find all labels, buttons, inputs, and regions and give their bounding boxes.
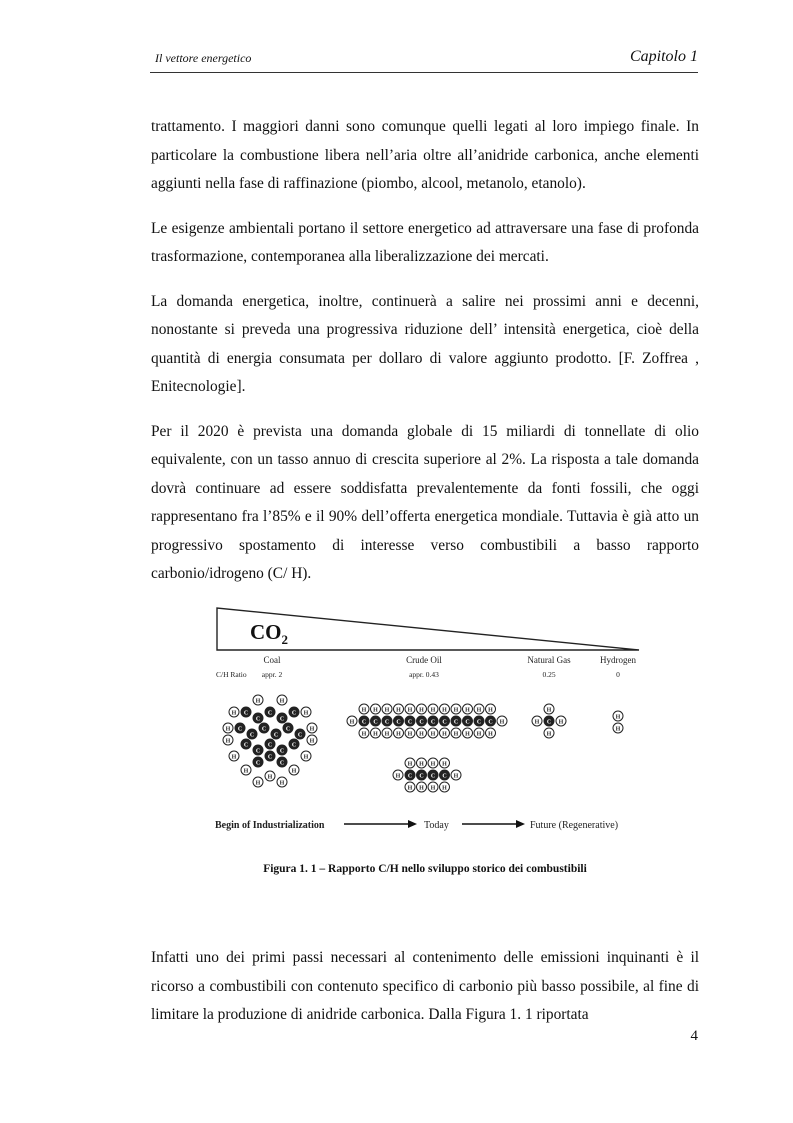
hydrogen-atom [474, 704, 484, 714]
svg-text:H: H [303, 754, 309, 761]
svg-text:C: C [291, 742, 297, 749]
svg-text:H: H [442, 707, 447, 714]
carbon-atom [277, 757, 287, 767]
svg-text:H: H [396, 707, 401, 714]
hydrogen-atom [405, 704, 415, 714]
carbon-atom [259, 723, 269, 733]
hydrogen-atom [532, 716, 542, 726]
svg-text:H: H [546, 707, 552, 714]
hydrogen-atom [428, 758, 438, 768]
hydrogen-atom [405, 728, 415, 738]
svg-text:H: H [361, 707, 367, 714]
carbon-atom [371, 716, 381, 726]
carbon-atom [241, 739, 251, 749]
svg-text:C: C [396, 719, 401, 726]
svg-text:C: C [279, 716, 285, 723]
hydrogen-atom [613, 711, 623, 721]
carbon-atom [283, 723, 293, 733]
paragraph-4: Per il 2020 è prevista una domanda globale di 15 miliardi di tonnellate di olio equivalente, con un tasso annuo di crescita superiore al 2%. La risposta a tale domanda dovrà continuare ad essere soddisfatta prevalentemente da fonti fossili, che oggi rappresentano fra l’85% e il 90% dell’offerta energetica mondiale. Tuttavia è già atto un progressivo spostamento di interesse verso combustibili a basso rapporto carbonio/idrogeno (C/ H). [151, 422, 699, 582]
svg-text:H: H [488, 731, 493, 738]
header-rule [150, 72, 698, 73]
carbon-atom [394, 716, 404, 726]
hydrogen-atom [307, 723, 317, 733]
carbon-atom [265, 751, 275, 761]
hydrogen-atom [359, 728, 369, 738]
svg-text:H: H [430, 731, 436, 738]
svg-text:H: H [615, 714, 621, 721]
hydrogen-atom [440, 758, 450, 768]
svg-text:C: C [419, 773, 424, 780]
fuel-gas-name: Natural Gas [527, 655, 571, 665]
svg-text:H: H [279, 698, 285, 705]
carbon-atom [486, 716, 496, 726]
hydrogen-atom [428, 728, 438, 738]
svg-text:C: C [297, 732, 303, 739]
hydrogen-atom [347, 716, 357, 726]
carbon-atom [359, 716, 369, 726]
carbon-atom [428, 716, 438, 726]
carbon-atom [265, 707, 275, 717]
hydrogen-atom [393, 770, 403, 780]
svg-text:C: C [237, 726, 243, 733]
hydrogen-atom [371, 704, 381, 714]
svg-text:H: H [225, 726, 231, 733]
svg-text:H: H [384, 731, 390, 738]
svg-text:H: H [255, 698, 261, 705]
hydrogen-atom [417, 704, 427, 714]
svg-text:H: H [361, 731, 367, 738]
svg-text:H: H [465, 707, 470, 714]
paragraph-1: trattamento. I maggiori danni sono comunque quelli legati al loro impiego finale. In particolare la combustione libera nell’aria oltre all’anidride carbonica, anche elementi aggiunti nella fase di raffinazione (piombo, alcool, metanolo, etanolo). [151, 118, 699, 192]
svg-text:H: H [225, 738, 231, 745]
carbon-atom [277, 745, 287, 755]
hydrogen-atom [417, 728, 427, 738]
hydrogen-atom [428, 782, 438, 792]
hydrogen-atom [556, 716, 566, 726]
running-header-chapter: Capitolo 1 [629, 48, 698, 65]
hydrogen-atom [428, 704, 438, 714]
co2-label: $CO_2$ [250, 620, 288, 647]
svg-text:H: H [231, 754, 237, 761]
svg-text:H: H [231, 710, 237, 717]
hydrogen-atom [359, 704, 369, 714]
svg-text:C: C [442, 773, 447, 780]
paragraph-3: La domanda energetica, inoltre, continuerà a salire nei prossimi anni e decenni, nonostante si preveda una progressiva riduzione dell’ intensità energetica, cioè della quantità di energia consumata per dollaro di valore aggiunto prodotto. [F. Zoffrea , Enitecnologie]. [151, 292, 699, 395]
svg-text:H: H [309, 738, 315, 745]
carbon-atom [271, 729, 281, 739]
fuel-hydrogen-ratio: 0 [616, 670, 620, 679]
hydrogen-atom [229, 751, 239, 761]
hydrogen-atom [486, 704, 496, 714]
carbon-atom [451, 716, 461, 726]
svg-text:H: H [488, 707, 493, 714]
svg-text:H: H [453, 707, 459, 714]
svg-text:C: C [407, 773, 413, 780]
hydrogen-atom [440, 728, 450, 738]
svg-text:C: C [285, 726, 291, 733]
hydrogen-atom [223, 723, 233, 733]
svg-text:C: C [267, 754, 273, 761]
hydrogen-atom [451, 704, 461, 714]
hydrogen-atom [265, 771, 275, 781]
svg-text:C: C [419, 719, 424, 726]
ratio-row-label: C/H Ratio [216, 670, 247, 679]
molecule-diagrams [223, 695, 623, 792]
hydrogen-atom [440, 782, 450, 792]
carbon-atom [253, 745, 263, 755]
carbon-atom [405, 770, 415, 780]
svg-text:H: H [546, 731, 552, 738]
svg-text:C: C [255, 716, 261, 723]
hydrogen-atom [405, 758, 415, 768]
svg-text:C: C [488, 719, 493, 726]
svg-text:H: H [442, 731, 447, 738]
carbon-atom [405, 716, 415, 726]
svg-text:H: H [453, 773, 459, 780]
hydrogen-atom [301, 751, 311, 761]
svg-text:C: C [273, 732, 279, 739]
carbon-atom [417, 770, 427, 780]
hydrogen-atom [289, 765, 299, 775]
hydrogen-atom [613, 723, 623, 733]
carbon-atom [253, 757, 263, 767]
hydrogen-atom [382, 704, 392, 714]
svg-text:H: H [396, 731, 401, 738]
fuel-oil-name: Crude Oil [406, 655, 442, 665]
timeline-arrowhead-1 [408, 820, 417, 828]
svg-text:H: H [430, 761, 436, 768]
svg-text:H: H [430, 785, 436, 792]
hydrogen-atom [277, 777, 287, 787]
svg-text:C: C [279, 748, 285, 755]
running-header-section: Il vettore energetico [155, 51, 252, 65]
svg-text:C: C [430, 773, 436, 780]
svg-text:C: C [261, 726, 267, 733]
hydrogen-atom [451, 728, 461, 738]
svg-text:H: H [291, 768, 297, 775]
fuel-gas-ratio: 0.25 [542, 670, 556, 679]
svg-text:H: H [243, 768, 249, 775]
svg-text:H: H [442, 785, 447, 792]
paragraph-5: Infatti uno dei primi passi necessari al contenimento delle emissioni inquinanti è il ricorso a combustibili con contenuto specifico di carbonio più basso possibile, al fine di limitare la produzione di anidride carbonica. Dalla Figura 1. 1 riportata [151, 949, 699, 1023]
carbon-atom [440, 770, 450, 780]
svg-text:H: H [615, 726, 621, 733]
hydrogen-atom [371, 728, 381, 738]
hydrogen-atom [486, 728, 496, 738]
svg-text:H: H [476, 731, 482, 738]
closing-text [151, 944, 699, 1030]
carbon-atom [241, 707, 251, 717]
timeline-middle: Today [424, 820, 449, 831]
svg-text:H: H [407, 707, 413, 714]
svg-text:H: H [349, 719, 355, 726]
svg-text:C: C [373, 719, 378, 726]
svg-text:C: C [255, 748, 261, 755]
svg-text:C: C [249, 732, 255, 739]
hydrogen-atom [277, 695, 287, 705]
hydrogen-atom [463, 728, 473, 738]
svg-text:H: H [384, 707, 390, 714]
hydrogen-atom [307, 735, 317, 745]
body-text [151, 113, 699, 605]
svg-text:H: H [407, 761, 413, 768]
hydrogen-atom [417, 758, 427, 768]
svg-text:C: C [267, 710, 273, 717]
carbon-atom [235, 723, 245, 733]
timeline-arrowhead-2 [516, 820, 525, 828]
svg-text:H: H [407, 785, 413, 792]
carbon-atom [247, 729, 257, 739]
carbon-atom [428, 770, 438, 780]
svg-text:H: H [430, 707, 436, 714]
timeline-start: Begin of Industrialization [215, 820, 325, 831]
co2-subscript: 2 [281, 632, 288, 647]
hydrogen-atom [440, 704, 450, 714]
hydrogen-atom [223, 735, 233, 745]
svg-text:H: H [373, 731, 378, 738]
svg-text:H: H [442, 761, 447, 768]
carbon-atom [295, 729, 305, 739]
hydrogen-atom [301, 707, 311, 717]
hydrogen-atom [474, 728, 484, 738]
hydrogen-atom [451, 770, 461, 780]
svg-text:H: H [419, 785, 424, 792]
svg-text:C: C [442, 719, 447, 726]
carbon-atom [289, 707, 299, 717]
svg-text:C: C [279, 760, 285, 767]
svg-text:H: H [267, 774, 273, 781]
carbon-atom [417, 716, 427, 726]
svg-text:H: H [395, 773, 401, 780]
hydrogen-atom [241, 765, 251, 775]
svg-text:C: C [476, 719, 482, 726]
svg-text:C: C [465, 719, 470, 726]
carbon-atom [265, 739, 275, 749]
carbon-atom [382, 716, 392, 726]
figure-caption: Figura 1. 1 – Rapporto C/H nello sviluppo storico dei combustibili [263, 863, 587, 875]
hydrogen-atom [394, 728, 404, 738]
carbon-atom [440, 716, 450, 726]
svg-text:C: C [453, 719, 459, 726]
svg-text:C: C [407, 719, 413, 726]
svg-text:C: C [243, 710, 249, 717]
hydrogen-atom [544, 728, 554, 738]
svg-text:H: H [534, 719, 540, 726]
svg-text:H: H [373, 707, 378, 714]
fuel-coal-ratio: appr. 2 [261, 670, 283, 679]
hydrogen-atom [405, 782, 415, 792]
carbon-atom [253, 713, 263, 723]
fuel-coal-name: Coal [263, 655, 281, 665]
hydrogen-atom [463, 704, 473, 714]
svg-text:H: H [476, 707, 482, 714]
page-number: 4 [690, 1028, 698, 1044]
figure-ch-ratio [212, 606, 644, 838]
svg-text:C: C [546, 719, 552, 726]
carbon-atom [277, 713, 287, 723]
hydrogen-atom [382, 728, 392, 738]
svg-text:H: H [499, 719, 505, 726]
svg-text:H: H [419, 761, 424, 768]
svg-text:H: H [453, 731, 459, 738]
svg-text:H: H [303, 710, 309, 717]
svg-text:C: C [384, 719, 390, 726]
hydrogen-atom [229, 707, 239, 717]
carbon-atom [544, 716, 554, 726]
fuel-hydrogen-name: Hydrogen [600, 655, 636, 665]
carbon-atom [289, 739, 299, 749]
svg-text:H: H [407, 731, 413, 738]
fuel-oil-ratio: appr. 0.43 [409, 670, 439, 679]
hydrogen-atom [497, 716, 507, 726]
svg-text:C: C [430, 719, 436, 726]
paragraph-2: Le esigenze ambientali portano il settore energetico ad attraversare una fase di profonda trasformazione, contemporanea alla liberalizzazione dei mercati. [151, 219, 699, 265]
svg-text:C: C [291, 710, 297, 717]
svg-text:C: C [361, 719, 367, 726]
svg-text:H: H [309, 726, 315, 733]
svg-text:H: H [558, 719, 564, 726]
svg-text:C: C [267, 742, 273, 749]
hydrogen-atom [417, 782, 427, 792]
hydrogen-atom [253, 695, 263, 705]
hydrogen-atom [253, 777, 263, 787]
svg-text:C: C [255, 760, 261, 767]
hydrogen-atom [544, 704, 554, 714]
svg-text:H: H [419, 731, 424, 738]
svg-text:H: H [465, 731, 470, 738]
svg-text:C: C [243, 742, 249, 749]
svg-text:H: H [279, 780, 285, 787]
timeline-end: Future (Regenerative) [530, 820, 619, 831]
svg-text:H: H [255, 780, 261, 787]
carbon-atom [474, 716, 484, 726]
svg-text:H: H [419, 707, 424, 714]
carbon-atom [463, 716, 473, 726]
hydrogen-atom [394, 704, 404, 714]
